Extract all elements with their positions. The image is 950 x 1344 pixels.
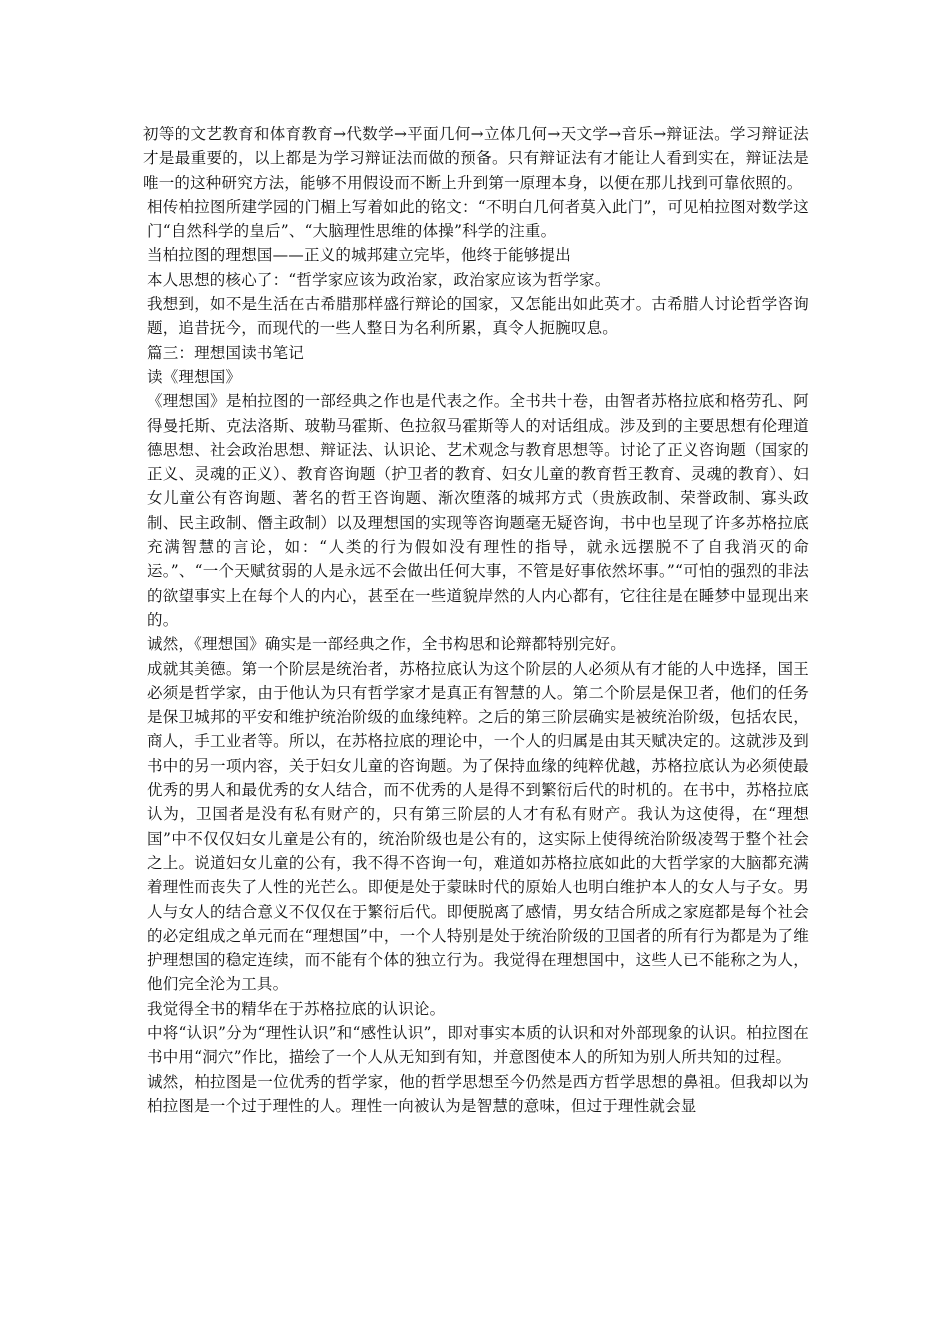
article-title: 读《理想国》 xyxy=(147,367,242,386)
paragraph: 我想到，如不是生活在古希腊那样盛行辩论的国家，又怎能出如此英才。古希腊人讨论哲学咨询题，追昔抚今，而现代的一些人整日为名利所累，真令人扼腕叹息。 xyxy=(147,295,809,338)
paragraph: 初等的文艺教育和体育教育→代数学→平面几何→立体几何→天文学→音乐→辩证法。学习辩证法才是最重要的，以上都是为学习辩证法而做的预备。只有辩证法有才能让人看到实在，辩证法是唯一的这种研究方法，能够不用假设而不断上升到第一原理本身，以便在那儿找到可靠依照的。 xyxy=(143,125,809,192)
paragraph: 诚然，柏拉图是一位优秀的哲学家，他的哲学思想至今仍然是西方哲学思想的鼻祖。但我却以为柏拉图是一个过于理性的人。理性一向被认为是智慧的意味，但过于理性就会显 xyxy=(147,1072,809,1115)
section-heading: 篇三：理想国读书笔记 xyxy=(147,343,305,362)
paragraph: 我觉得全书的精华在于苏格拉底的认识论。 xyxy=(147,999,446,1018)
paragraph: 成就其美德。第一个阶层是统治者，苏格拉底认为这个阶层的人必须从有才能的人中选择，国王必须是哲学家，由于他认为只有哲学家才是真正有智慧的人。第二个阶层是保卫者，他们的任务是保卫城邦的平安和维护统治阶级的血缘纯粹。之后的第三阶层确实是被统治阶级，包括农民，商人，手工业者等。所以，在苏格拉底的理论中，一个人的归属是由其天赋决定的。这就涉及到书中的另一项内容，关于妇女儿童的咨询题。为了保持血缘的纯粹优越，苏格拉底认为必须使最优秀的男人和最优秀的女人结合，而不优秀的人是得不到繁衍后代的时机的。在书中，苏格拉底认为，卫国者是没有私有财产的，只有第三阶层的人才有私有财产。我认为这使得，在“理想国”中不仅仅妇女儿童是公有的，统治阶级也是公有的，这实际上使得统治阶级凌驾于整个社会之上。说道妇女儿童的公有，我不得不咨询一句，难道如苏格拉底如此的大哲学家的大脑都充满着理性而丧失了人性的光芒么。即便是处于蒙昧时代的原始人也明白维护本人的女人与子女。男人与女人的结合意义不仅仅在于繁衍后代。即便脱离了感情，男女结合所成之家庭都是每个社会的必定组成之单元而在“理想国”中，一个人特别是处于统治阶级的卫国者的所有行为都是为了维护理想国的稳定连续，而不能有个体的独立行为。我觉得在理想国中，这些人已不能称之为人，他们完全沦为工具。 xyxy=(147,659,809,994)
paragraph: 《理想国》是柏拉图的一部经典之作也是代表之作。全书共十卷，由智者苏格拉底和格劳孔、阿得曼托斯、克法洛斯、玻勒马霍斯、色拉叙马霍斯等人的对话组成。涉及到的主要思想有伦理道德思想、社会政治思想、辩证法、认识论、艺术观念与教育思想等。讨论了正义咨询题（国家的正义、灵魂的正义）、教育咨询题（护卫者的教育、妇女儿童的教育哲王教育、灵魂的教育）、妇女儿童公有咨询题、著名的哲王咨询题、渐次堕落的城邦方式（贵族政制、荣誉政制、寡头政制、民主政制、僭主政制）以及理想国的实现等咨询题毫无疑咨询，书中也呈现了许多苏格拉底充满智慧的言论，如：“人类的行为假如没有理性的指导，就永远摆脱不了自我消灭的命运。”、“一个天赋贫弱的人是永远不会做出任何大事，不管是好事依然坏事。”“可怕的强烈的非法的欲望事实上在每个人的内心，甚至在一些道貌岸然的人内心都有，它往往是在睡梦中显现出来的。 xyxy=(147,392,809,629)
document-body xyxy=(143,122,809,1118)
paragraph: 本人思想的核心了：“哲学家应该为政治家，政治家应该为哲学家。 xyxy=(147,270,611,289)
paragraph: 当柏拉图的理想国——正义的城邦建立完毕，他终于能够提出 xyxy=(147,246,571,265)
paragraph: 相传柏拉图所建学园的门楣上写着如此的铭文：“不明白几何者莫入此门”，可见柏拉图对数学这门“自然科学的皇后”、“大脑理性思维的体操”科学的注重。 xyxy=(147,197,809,241)
paragraph: 诚然，《理想国》确实是一部经典之作，全书构思和论辩都特别完好。 xyxy=(147,635,626,654)
paragraph: 中将“认识”分为“理性认识”和“感性认识”，即对事实本质的认识和对外部现象的认识。柏拉图在书中用“洞穴”作比，描绘了一个人从无知到有知，并意图使本人的所知为别人所共知的过程。 xyxy=(147,1023,809,1067)
